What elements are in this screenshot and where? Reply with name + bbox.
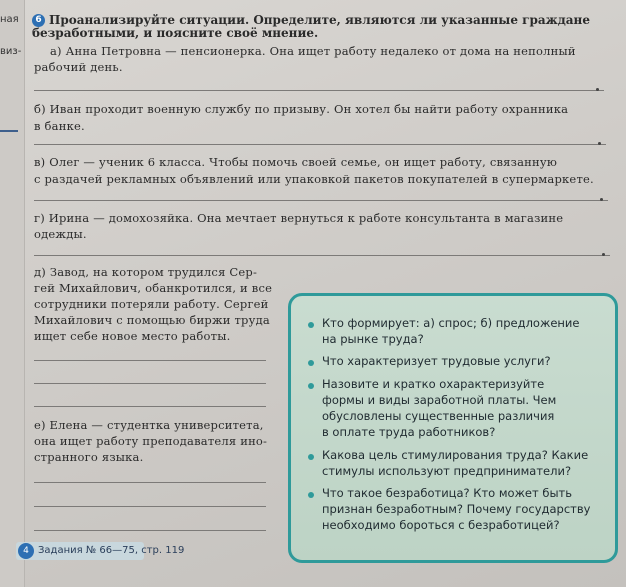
item-b-line2: в банке. [34,119,85,133]
question-4-line2: стимулы используют предприниматели? [322,464,572,478]
item-e-line2: гей Михайлович, обанкротился, и все [34,281,273,295]
margin-blue-mark [0,130,18,132]
question-3-line4: в оплате труда работников? [322,425,496,439]
margin-fragment-mid: виз- [0,46,22,57]
answer-line-e1[interactable] [34,360,266,361]
item-b-line1: б) Иван проходит военную службу по призыву. Он хотел бы найти работу охранника [34,102,569,116]
question-2-line1: Что характеризует трудовые услуги? [322,354,551,368]
question-5-line3: необходимо бороться с безработицей? [322,518,560,532]
item-a-line1: а) Анна Петровна — пенсионерка. Она ищет работу недалеко от дома на неполный [50,44,576,58]
previous-page-edge [0,0,25,587]
question-4-line1: Какова цель стимулирования труда? Какие [322,448,589,462]
item-d-line1: г) Ирина — домохозяйка. Она мечтает вернуться к работе консультанта в магазине [34,211,564,225]
question-bullet [308,360,314,366]
item-e-line3: сотрудники потеряли работу. Сергей [34,297,269,311]
question-bullet [308,383,314,389]
assignments-reference-text: Задания № 66—75, стр. 119 [38,545,185,556]
question-1-line1: Кто формирует: а) спрос; б) предложение [322,316,580,330]
line-end-dot [598,142,601,145]
task-heading [32,14,622,40]
question-bullet [308,454,314,460]
question-bullet [308,492,314,498]
line-end-dot [602,253,605,256]
answer-line-f2[interactable] [34,506,266,507]
answer-line-d[interactable] [34,255,610,256]
item-a-line2: рабочий день. [34,60,123,74]
task-number-badge: 6 [32,14,45,27]
answer-line-b[interactable] [34,144,606,145]
answer-line-e2[interactable] [34,383,266,384]
item-c-line1: в) Олег — ученик 6 класса. Чтобы помочь своей семье, он ищет работу, связанную [34,155,558,169]
item-f-line1: е) Елена — студентка университета, [34,418,264,432]
question-1-line2: на рынке труда? [322,332,424,346]
task-title-text: Проанализируйте ситуации. Определите, являются ли указанные граждане безработными, и поясните своё мнение. [32,13,590,40]
item-e-line1: д) Завод, на котором трудился Сер- [34,265,258,279]
question-bullet [308,322,314,328]
item-c-line2: с раздачей рекламных объявлений или упаковкой пакетов покупателей в супермаркете. [34,172,594,186]
question-5-line1: Что такое безработица? Кто может быть [322,486,573,500]
answer-line-f1[interactable] [34,482,266,483]
question-3-line3: обусловлены существенные различия [322,409,555,423]
margin-fragment-top: ная [0,14,19,25]
question-5-line2: признан безработным? Почему государству [322,502,591,516]
question-3-line2: формы и виды заработной платы. Чем [322,393,557,407]
line-end-dot [600,198,603,201]
item-d-line2: одежды. [34,227,87,241]
assignments-icon: 4 [18,543,34,559]
answer-line-c[interactable] [34,200,608,201]
item-e-line4: Михайлович с помощью биржи труда [34,313,270,327]
question-3-line1: Назовите и кратко охарактеризуйте [322,377,545,391]
answer-line-e3[interactable] [34,406,266,407]
item-e-line5: ищет себе новое место работы. [34,329,231,343]
answer-line-a[interactable] [34,90,604,91]
line-end-dot [596,88,599,91]
answer-line-f3[interactable] [34,530,266,531]
item-f-line2: она ищет работу преподавателя ино- [34,434,268,448]
item-f-line3: странного языка. [34,450,144,464]
